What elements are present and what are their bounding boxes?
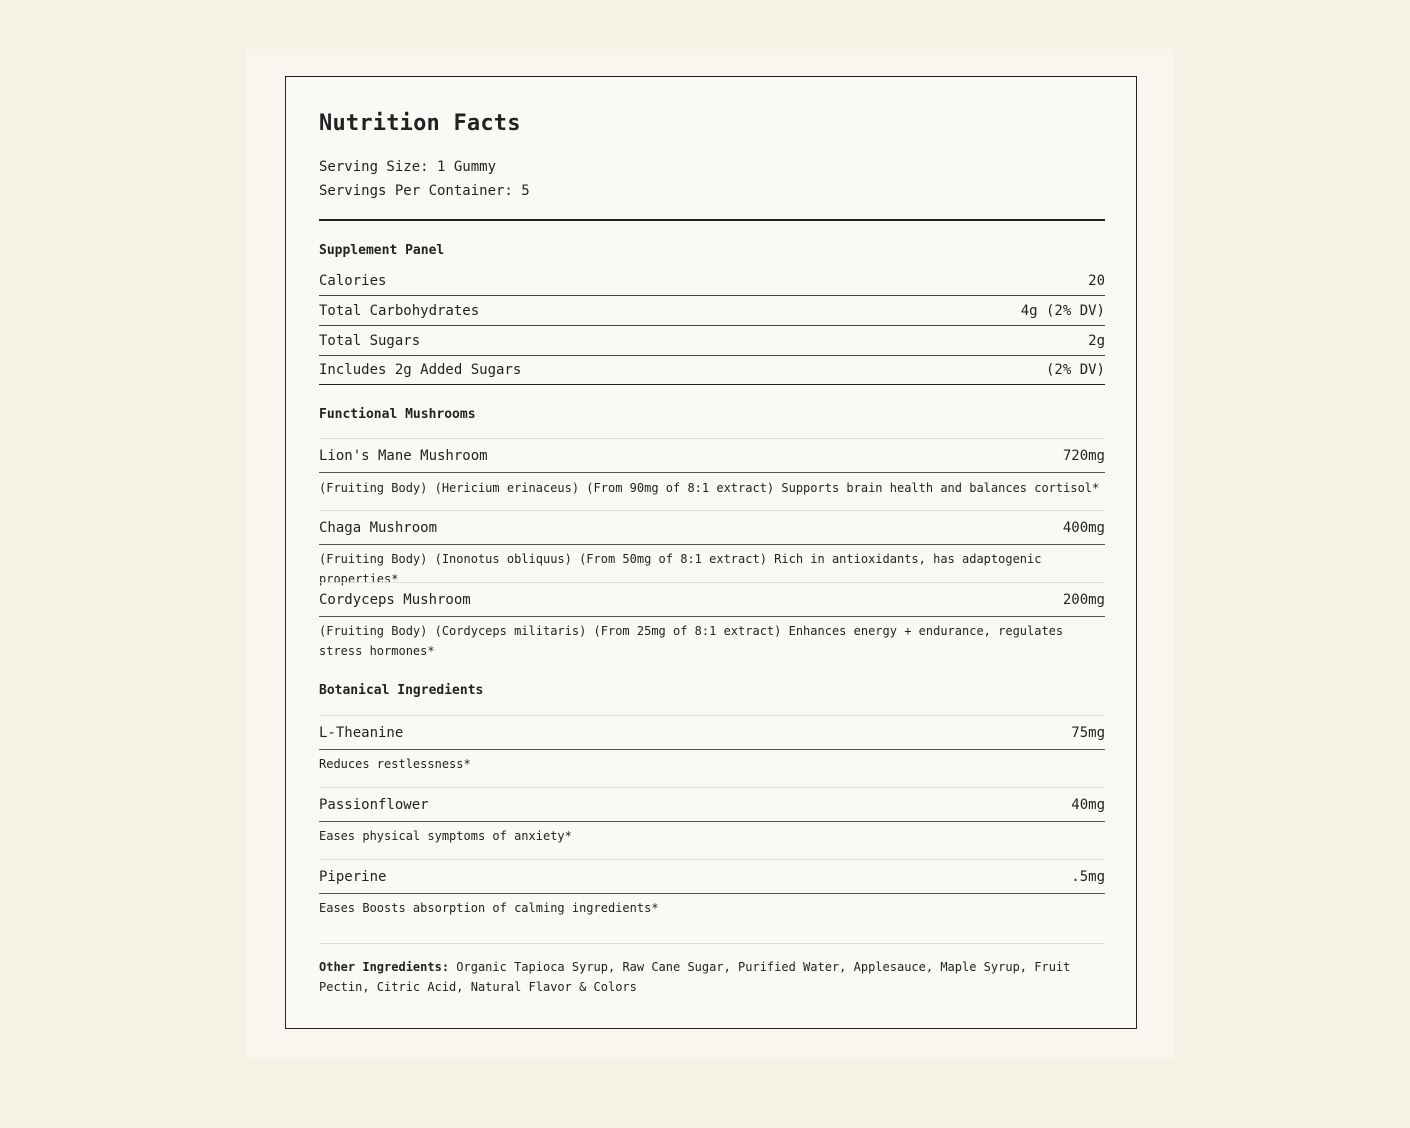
- ingredient-description: (Fruiting Body) (Hericium erinaceus) (From 90mg of 8:1 extract) Supports brain health and balances cortisol*: [319, 481, 1100, 495]
- ingredient-row: [319, 583, 1105, 617]
- ingredient-description: Eases physical symptoms of anxiety*: [319, 829, 572, 843]
- ingredient-row: [319, 716, 1105, 750]
- ingredient-amount: 75mg: [1071, 724, 1105, 741]
- ingredient-description: (Fruiting Body) (Cordyceps militaris) (From 25mg of 8:1 extract) Enhances energy + endurance, regulates stress hormones*: [319, 624, 1064, 658]
- ingredient-row: [319, 439, 1105, 473]
- nutrient-row: [319, 266, 1105, 296]
- nutrient-row: [319, 296, 1105, 326]
- nutrient-value: 4g (2% DV): [1020, 302, 1105, 319]
- other-ingredients: [319, 957, 1105, 997]
- nutrition-label: [285, 76, 1137, 1029]
- other-ingredients-label: Other Ingredients:: [319, 960, 450, 974]
- ingredient-row: [319, 511, 1105, 545]
- nutrient-value: 20: [1088, 272, 1105, 289]
- nutrient-label: Total Sugars: [319, 332, 421, 349]
- ingredient-description: Reduces restlessness*: [319, 757, 471, 771]
- ingredient-name: Passionflower: [319, 796, 429, 813]
- mushrooms-heading: Functional Mushrooms: [319, 407, 476, 422]
- ingredient-description: (Fruiting Body) (Inonotus obliquus) (From 50mg of 8:1 extract) Rich in antioxidants, has adaptogenic properties*: [319, 552, 1042, 586]
- ingredient-row: [319, 860, 1105, 894]
- divider-thick: [319, 219, 1105, 221]
- serving-size: Serving Size: 1 Gummy: [319, 159, 497, 175]
- nutrient-label: Calories: [319, 272, 387, 289]
- ingredient-name: Lion's Mane Mushroom: [319, 447, 488, 464]
- nutrient-row: [319, 326, 1105, 356]
- label-title: Nutrition Facts: [319, 111, 521, 136]
- ingredient-amount: .5mg: [1071, 868, 1105, 885]
- ingredient-name: Chaga Mushroom: [319, 519, 438, 536]
- nutrient-label: Total Carbohydrates: [319, 302, 480, 319]
- nutrient-label: Includes 2g Added Sugars: [319, 361, 522, 378]
- ingredient-name: Cordyceps Mushroom: [319, 591, 471, 608]
- ingredient-amount: 720mg: [1062, 447, 1105, 464]
- ingredient-amount: 200mg: [1062, 591, 1105, 608]
- ingredient-amount: 40mg: [1071, 796, 1105, 813]
- nutrient-value: 2g: [1088, 332, 1105, 349]
- ingredient-name: L-Theanine: [319, 724, 404, 741]
- nutrient-row: [319, 355, 1105, 385]
- ingredient-row: [319, 788, 1105, 822]
- botanicals-heading: Botanical Ingredients: [319, 683, 484, 698]
- other-ingredients-text: Organic Tapioca Syrup, Raw Cane Sugar, Purified Water, Applesauce, Maple Syrup, Fruit Pectin, Citric Acid, Natural Flavor & Colors: [319, 960, 1071, 994]
- divider-thin: [319, 943, 1105, 944]
- ingredient-amount: 400mg: [1062, 519, 1105, 536]
- ingredient-name: Piperine: [319, 868, 387, 885]
- nutrient-value: (2% DV): [1045, 361, 1105, 378]
- servings-per-container: Servings Per Container: 5: [319, 183, 530, 199]
- supplement-panel-heading: Supplement Panel: [319, 243, 445, 258]
- ingredient-description: Eases Boosts absorption of calming ingredients*: [319, 901, 659, 915]
